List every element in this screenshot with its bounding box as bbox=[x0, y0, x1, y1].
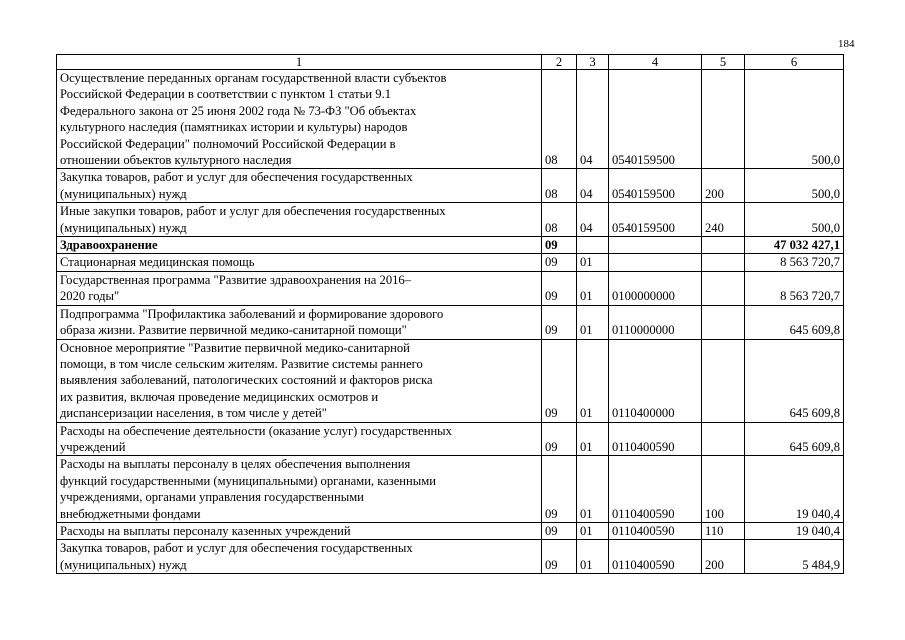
row-target-article: 0110400590 bbox=[609, 422, 702, 456]
description-line: учреждений bbox=[60, 439, 126, 454]
description-line: 2020 годы" bbox=[60, 289, 120, 304]
row-target-article: 0110400590 bbox=[609, 456, 702, 523]
row-subsection-code bbox=[577, 237, 609, 254]
table-row bbox=[57, 339, 844, 422]
row-section-code: 08 bbox=[542, 203, 577, 237]
row-expense-type bbox=[702, 237, 745, 254]
row-subsection-code: 01 bbox=[577, 305, 609, 339]
description-line: Здравоохранение bbox=[60, 238, 158, 253]
description-line: помощи, в том числе сельским жителям. Развитие системы раннего bbox=[60, 356, 423, 371]
description-line: внебюджетными фондами bbox=[60, 506, 201, 521]
description-line: (муниципальных) нужд bbox=[60, 186, 187, 201]
row-description bbox=[57, 271, 542, 305]
row-target-article: 0110400590 bbox=[609, 540, 702, 574]
table-row bbox=[57, 237, 844, 254]
row-subsection-code: 04 bbox=[577, 169, 609, 203]
header-cell-6: 6 bbox=[745, 55, 844, 70]
row-amount: 645 609,8 bbox=[745, 305, 844, 339]
page-number: 184 bbox=[838, 38, 855, 50]
row-amount: 19 040,4 bbox=[745, 522, 844, 539]
row-description bbox=[57, 522, 542, 539]
row-subsection-code: 04 bbox=[577, 70, 609, 169]
row-expense-type: 100 bbox=[702, 456, 745, 523]
row-section-code: 09 bbox=[542, 305, 577, 339]
row-amount: 8 563 720,7 bbox=[745, 254, 844, 271]
row-subsection-code: 01 bbox=[577, 522, 609, 539]
row-section-code: 09 bbox=[542, 254, 577, 271]
table-row bbox=[57, 305, 844, 339]
row-expense-type: 240 bbox=[702, 203, 745, 237]
description-line: образа жизни. Развитие первичной медико-санитарной помощи" bbox=[60, 323, 407, 338]
row-amount: 500,0 bbox=[745, 169, 844, 203]
row-section-code: 09 bbox=[542, 422, 577, 456]
description-line: (муниципальных) нужд bbox=[60, 557, 187, 572]
row-description bbox=[57, 456, 542, 523]
row-amount: 5 484,9 bbox=[745, 540, 844, 574]
row-expense-type: 200 bbox=[702, 540, 745, 574]
description-line: Иные закупки товаров, работ и услуг для обеспечения государственных bbox=[60, 204, 446, 219]
table-row bbox=[57, 456, 844, 523]
row-expense-type bbox=[702, 254, 745, 271]
row-amount: 645 609,8 bbox=[745, 422, 844, 456]
row-target-article: 0540159500 bbox=[609, 70, 702, 169]
description-line: (муниципальных) нужд bbox=[60, 220, 187, 235]
row-section-code: 09 bbox=[542, 271, 577, 305]
header-cell-1: 1 bbox=[57, 55, 542, 70]
row-expense-type bbox=[702, 339, 745, 422]
description-line: Закупка товаров, работ и услуг для обеспечения государственных bbox=[60, 541, 413, 556]
table-row bbox=[57, 254, 844, 271]
row-description bbox=[57, 540, 542, 574]
row-description bbox=[57, 339, 542, 422]
row-target-article: 0100000000 bbox=[609, 271, 702, 305]
budget-table bbox=[56, 54, 844, 574]
row-target-article: 0110400000 bbox=[609, 339, 702, 422]
row-expense-type bbox=[702, 422, 745, 456]
row-subsection-code: 01 bbox=[577, 339, 609, 422]
description-line: выявления заболеваний, патологических состояний и факторов риска bbox=[60, 373, 433, 388]
row-target-article: 0540159500 bbox=[609, 203, 702, 237]
description-line: культурного наследия (памятниках истории и культуры) народов bbox=[60, 120, 408, 135]
row-target-article bbox=[609, 254, 702, 271]
row-description bbox=[57, 169, 542, 203]
table-row bbox=[57, 70, 844, 169]
table-row bbox=[57, 271, 844, 305]
row-description bbox=[57, 305, 542, 339]
description-line: Закупка товаров, работ и услуг для обеспечения государственных bbox=[60, 170, 413, 185]
row-target-article: 0110400590 bbox=[609, 522, 702, 539]
row-section-code: 09 bbox=[542, 339, 577, 422]
description-line: Российской Федерации в соответствии с пунктом 1 статьи 9.1 bbox=[60, 87, 392, 102]
row-section-code: 09 bbox=[542, 237, 577, 254]
table-header-row bbox=[57, 55, 844, 70]
row-description bbox=[57, 254, 542, 271]
description-line: Государственная программа "Развитие здравоохранения на 2016– bbox=[60, 272, 412, 287]
row-amount: 645 609,8 bbox=[745, 339, 844, 422]
header-cell-2: 2 bbox=[542, 55, 577, 70]
row-amount: 47 032 427,1 bbox=[745, 237, 844, 254]
description-line: Осуществление переданных органам государственной власти субъектов bbox=[60, 71, 447, 85]
description-line: Расходы на выплаты персоналу в целях обеспечения выполнения bbox=[60, 457, 411, 472]
row-description bbox=[57, 422, 542, 456]
row-section-code: 08 bbox=[542, 169, 577, 203]
row-subsection-code: 01 bbox=[577, 456, 609, 523]
row-subsection-code: 04 bbox=[577, 203, 609, 237]
row-section-code: 09 bbox=[542, 540, 577, 574]
row-description bbox=[57, 203, 542, 237]
table-row bbox=[57, 522, 844, 539]
row-description bbox=[57, 70, 542, 169]
row-expense-type: 200 bbox=[702, 169, 745, 203]
description-line: функций государственными (муниципальными) органами, казенными bbox=[60, 473, 436, 488]
description-line: Федерального закона от 25 июня 2002 года № 73-ФЗ "Об объектах bbox=[60, 103, 417, 118]
description-line: Стационарная медицинская помощь bbox=[60, 255, 255, 270]
row-amount: 500,0 bbox=[745, 203, 844, 237]
row-section-code: 09 bbox=[542, 456, 577, 523]
row-amount: 8 563 720,7 bbox=[745, 271, 844, 305]
description-line: Расходы на выплаты персоналу казенных учреждений bbox=[60, 523, 351, 538]
description-line: отношении объектов культурного наследия bbox=[60, 153, 292, 168]
header-cell-3: 3 bbox=[577, 55, 609, 70]
row-expense-type bbox=[702, 70, 745, 169]
row-subsection-code: 01 bbox=[577, 422, 609, 456]
row-target-article: 0110000000 bbox=[609, 305, 702, 339]
table-row bbox=[57, 169, 844, 203]
description-line: учреждениями, органами управления государственными bbox=[60, 490, 364, 505]
row-amount: 19 040,4 bbox=[745, 456, 844, 523]
row-expense-type bbox=[702, 305, 745, 339]
table-row bbox=[57, 540, 844, 574]
description-line: Российской Федерации" полномочий Российской Федерации в bbox=[60, 136, 396, 151]
header-cell-5: 5 bbox=[702, 55, 745, 70]
row-expense-type: 110 bbox=[702, 522, 745, 539]
description-line: их развития, включая проведение медицинских осмотров и bbox=[60, 389, 379, 404]
table-row bbox=[57, 422, 844, 456]
row-description bbox=[57, 237, 542, 254]
description-line: диспансеризации населения, в том числе у детей" bbox=[60, 406, 327, 421]
row-target-article: 0540159500 bbox=[609, 169, 702, 203]
row-subsection-code: 01 bbox=[577, 540, 609, 574]
row-expense-type bbox=[702, 271, 745, 305]
description-line: Основное мероприятие "Развитие первичной медико-санитарной bbox=[60, 340, 410, 355]
header-cell-4: 4 bbox=[609, 55, 702, 70]
row-section-code: 08 bbox=[542, 70, 577, 169]
row-target-article bbox=[609, 237, 702, 254]
row-section-code: 09 bbox=[542, 522, 577, 539]
budget-table-body bbox=[57, 55, 844, 574]
table-row bbox=[57, 203, 844, 237]
row-amount: 500,0 bbox=[745, 70, 844, 169]
description-line: Расходы на обеспечение деятельности (оказание услуг) государственных bbox=[60, 423, 452, 438]
row-subsection-code: 01 bbox=[577, 271, 609, 305]
description-line: Подпрограмма "Профилактика заболеваний и формирование здорового bbox=[60, 306, 444, 321]
row-subsection-code: 01 bbox=[577, 254, 609, 271]
